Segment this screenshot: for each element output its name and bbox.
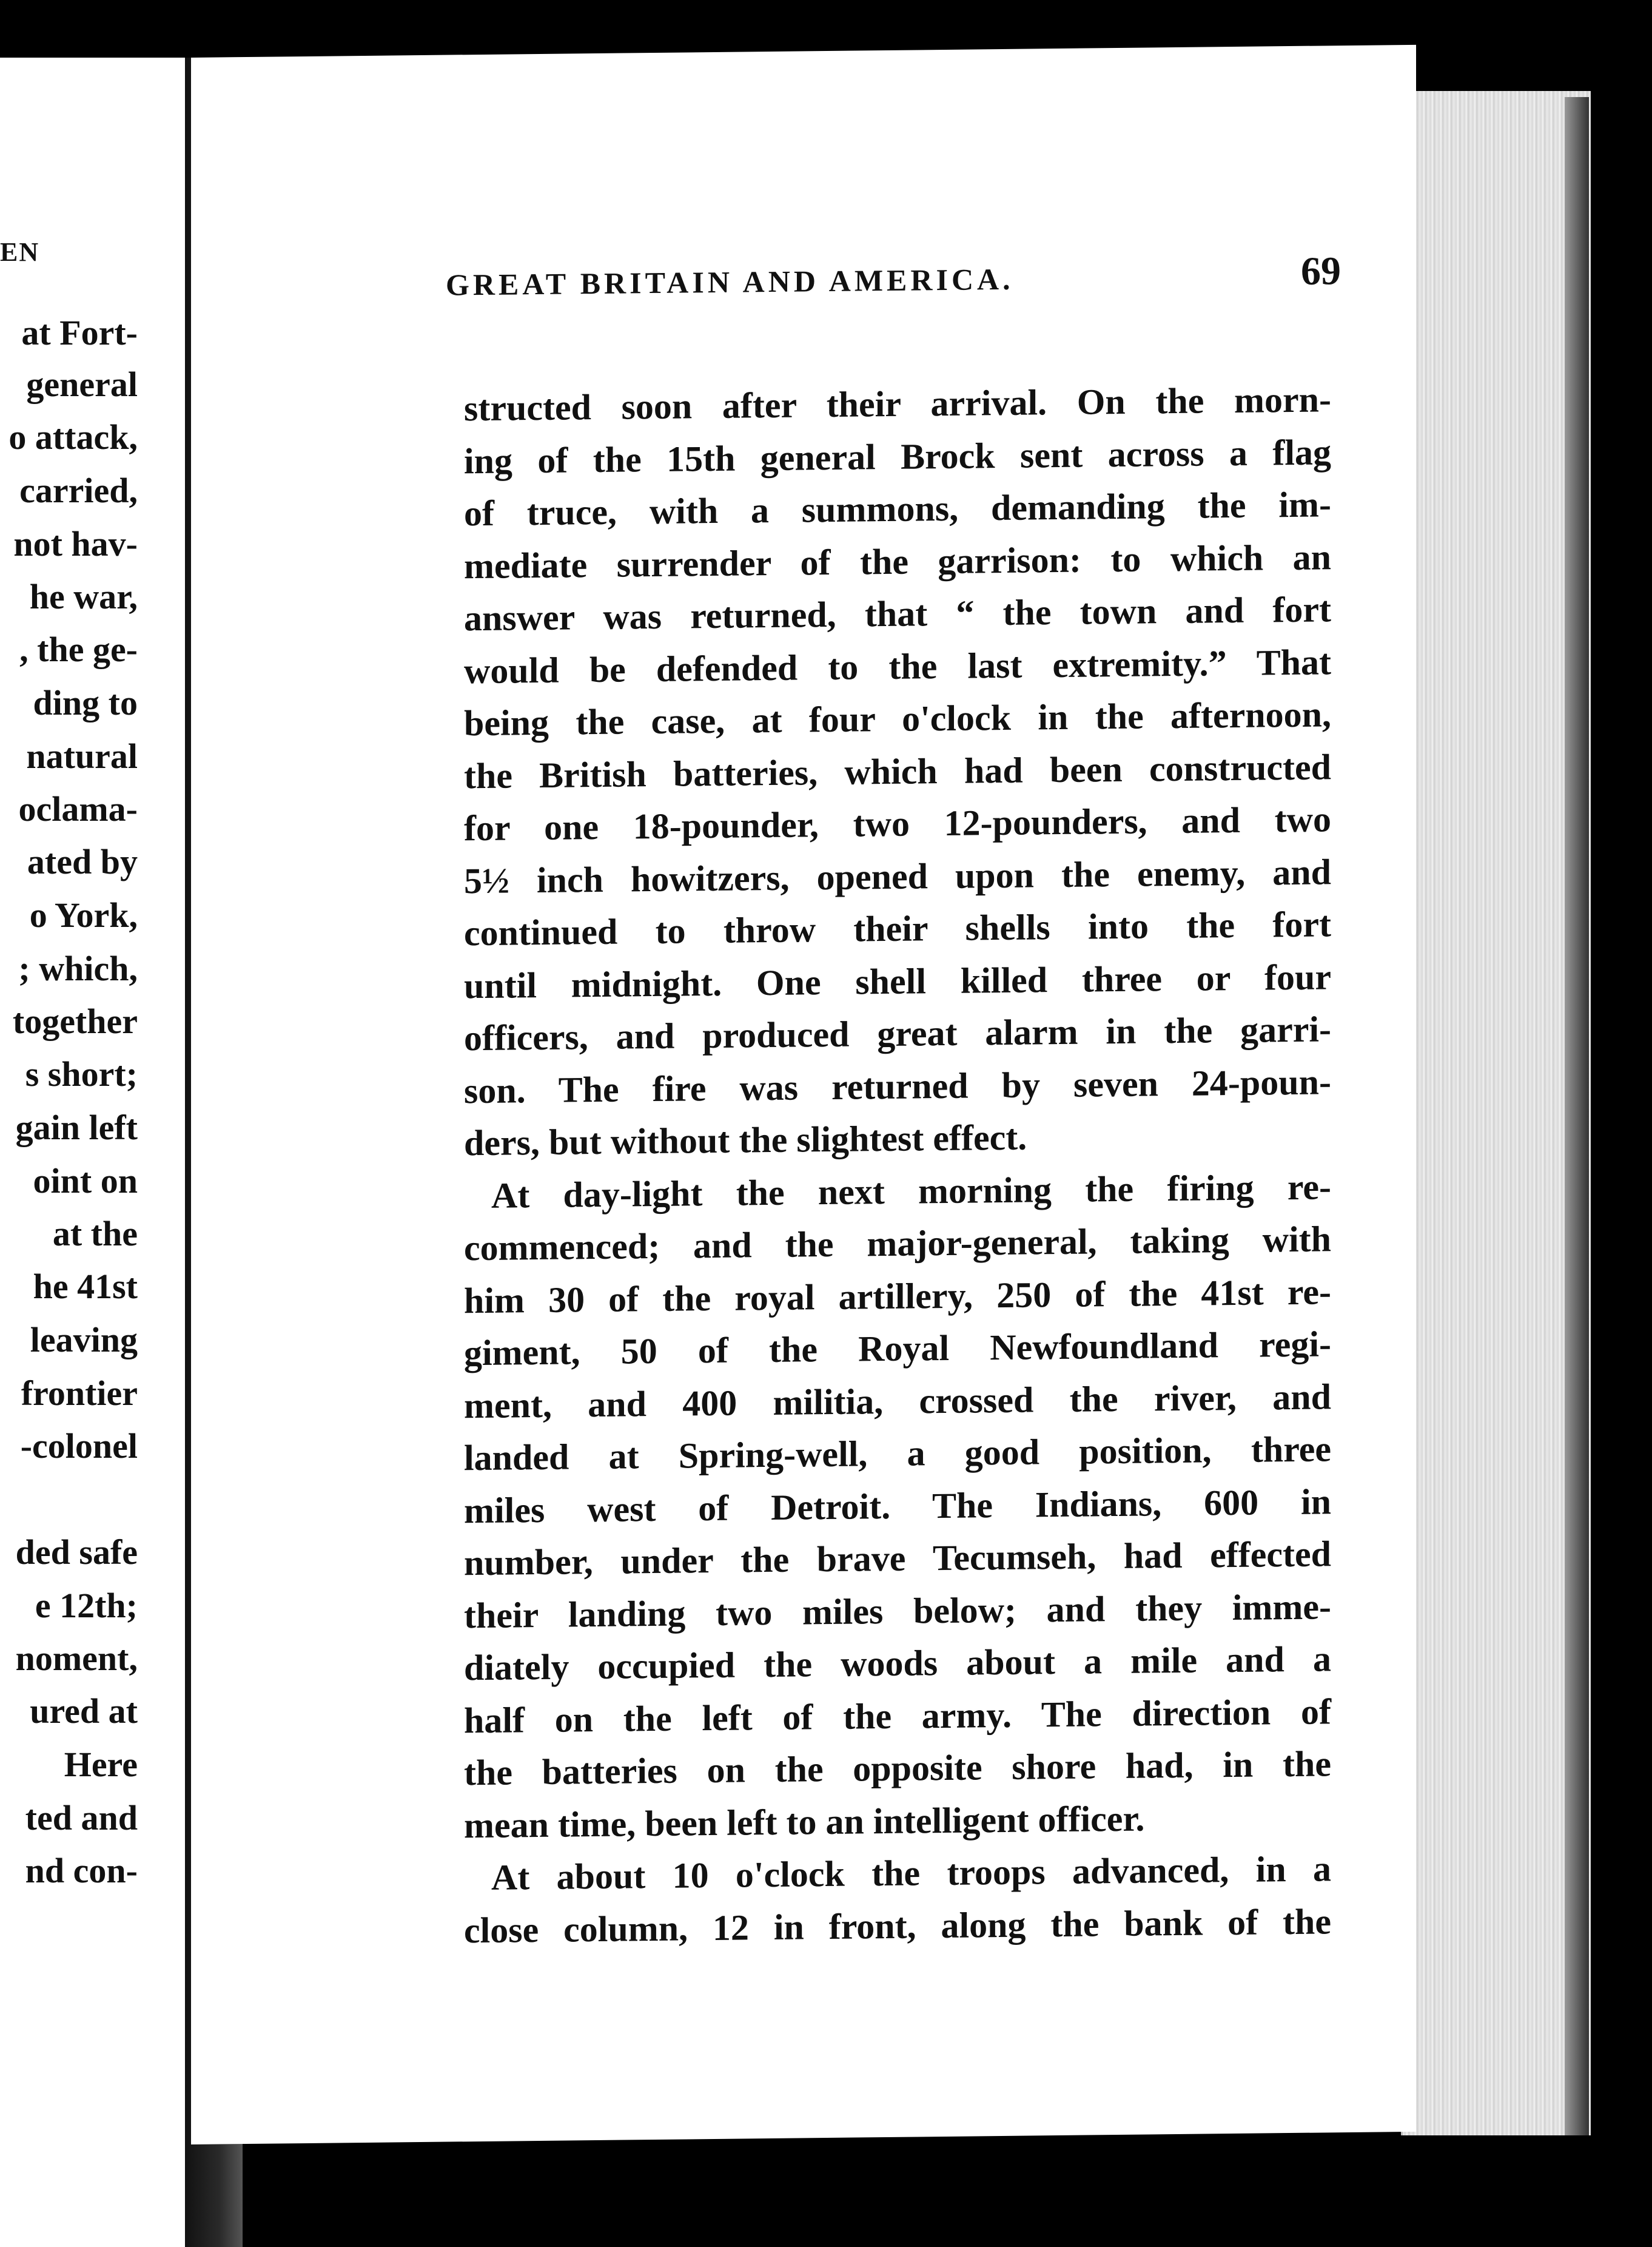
left-line: e 12th;	[35, 1586, 138, 1625]
left-line: at the	[52, 1214, 138, 1253]
left-line: at Fort-	[21, 313, 138, 352]
body-text	[464, 373, 1331, 1956]
left-line: o attack,	[8, 417, 138, 457]
text-line: for one 18-pounder, two 12-pounders, and two	[464, 799, 1331, 849]
left-line: noment,	[15, 1639, 138, 1678]
left-line: -colonel	[20, 1426, 138, 1466]
left-line: frontier	[21, 1373, 138, 1413]
left-line: oint on	[33, 1161, 138, 1201]
text-line: At day-light the next morning the firing re-	[491, 1166, 1331, 1216]
page-block-shadow	[1565, 97, 1589, 2135]
running-head: GREAT BRITAIN AND AMERICA.	[446, 261, 1014, 302]
left-line: general	[26, 365, 138, 404]
left-line: together	[12, 1002, 138, 1041]
left-line: ured at	[30, 1691, 138, 1731]
text-line: would be defended to the last extremity.” That	[464, 641, 1331, 691]
left-line: natural	[26, 736, 138, 776]
text-line: of truce, with a summons, demanding the im-	[464, 484, 1331, 534]
left-line: gain left	[15, 1108, 138, 1147]
text-line: commenced; and the major-general, taking with	[464, 1219, 1331, 1268]
text-line: number, under the brave Tecumseh, had effected	[464, 1534, 1331, 1583]
left-line: ded safe	[15, 1532, 138, 1572]
text-line: ment, and 400 militia, crossed the river, and	[464, 1376, 1331, 1426]
text-line: their landing two miles below; and they imme-	[464, 1586, 1331, 1636]
text-line: miles west of Detroit. The Indians, 600 in	[464, 1481, 1331, 1531]
text-line: landed at Spring-well, a good position, three	[464, 1429, 1331, 1478]
left-line: o York,	[29, 895, 138, 935]
left-line: s short;	[25, 1054, 138, 1094]
text-line: structed soon after their arrival. On the morn-	[464, 379, 1331, 429]
text-line: being the case, at four o'clock in the afternoon,	[464, 694, 1331, 744]
left-line: Here	[64, 1745, 138, 1784]
text-line: continued to throw their shells into the fort	[464, 904, 1331, 954]
left-line: leaving	[30, 1320, 138, 1359]
left-line: he 41st	[33, 1267, 138, 1306]
left-line: nd con-	[25, 1851, 138, 1890]
text-line: ders, but without the slightest effect.	[464, 1117, 1027, 1164]
text-line: until midnight. One shell killed three or four	[464, 956, 1331, 1006]
text-line: diately occupied the woods about a mile and a	[464, 1639, 1331, 1688]
left-line: oclama-	[18, 789, 138, 829]
text-line: close column, 12 in front, along the bank of the	[464, 1901, 1331, 1950]
text-line: At about 10 o'clock the troops advanced, in a	[491, 1848, 1331, 1898]
text-line: mean time, been left to an intelligent officer.	[464, 1798, 1145, 1845]
text-line: ing of the 15th general Brock sent across a flag	[464, 431, 1331, 481]
left-running-head-fragment: EN	[0, 237, 40, 267]
page-number: 69	[1301, 249, 1341, 294]
left-line: ; which,	[18, 949, 138, 988]
text-line: giment, 50 of the Royal Newfoundland regi-	[464, 1324, 1331, 1373]
left-facing-page	[0, 58, 185, 2247]
left-line: ding to	[33, 683, 138, 723]
left-line: , the ge-	[19, 630, 138, 669]
page-block-edges	[1401, 91, 1591, 2135]
text-line: son. The fire was returned by seven 24-poun-	[464, 1061, 1331, 1111]
text-line: the British batteries, which had been constructed	[464, 746, 1331, 796]
text-line: answer was returned, that “ the town and fort	[464, 589, 1331, 639]
text-line: mediate surrender of the garrison: to which an	[464, 536, 1331, 586]
text-line: 5½ inch howitzers, opened upon the enemy, and	[464, 851, 1331, 901]
left-line: carried,	[19, 471, 138, 510]
text-line: half on the left of the army. The direction of	[464, 1691, 1331, 1740]
left-line: he war,	[29, 577, 138, 616]
text-line: him 30 of the royal artillery, 250 of the 41st re-	[464, 1271, 1331, 1321]
left-line: not hav-	[13, 524, 138, 564]
left-line: ted and	[25, 1798, 138, 1838]
text-line: the batteries on the opposite shore had, in the	[464, 1743, 1331, 1793]
text-line: officers, and produced great alarm in the garri-	[464, 1009, 1331, 1059]
main-page	[191, 45, 1416, 2144]
left-line: ated by	[27, 842, 138, 881]
